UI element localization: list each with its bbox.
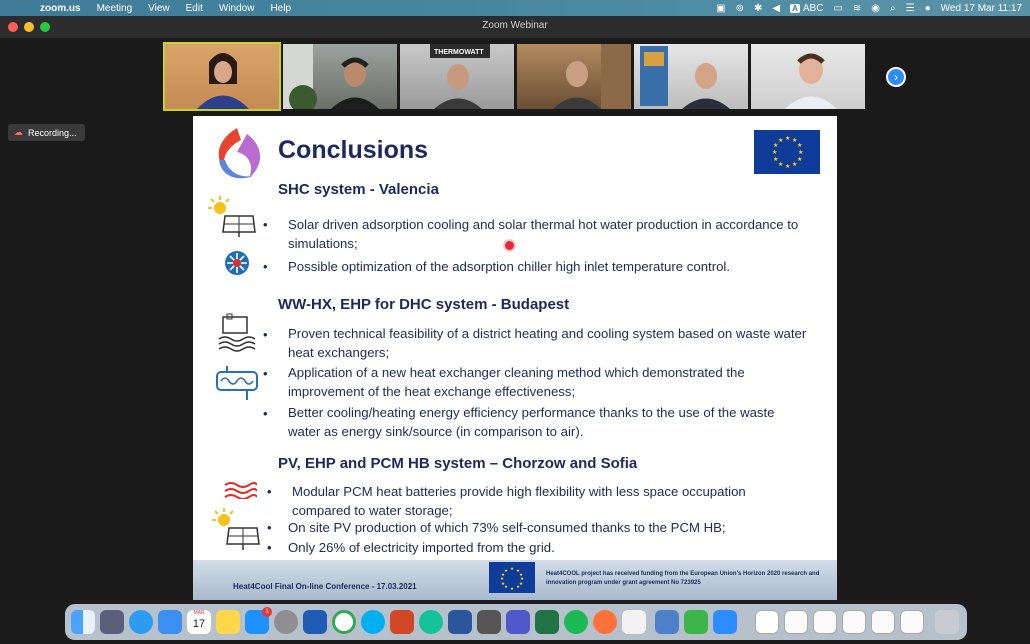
conference-label: Heat4Cool Final On-line Conference - 17.03.2021 (233, 582, 417, 591)
safari-icon[interactable] (129, 610, 153, 634)
cloud-record-icon: ☁ (14, 127, 23, 137)
slide-title: Conclusions (278, 136, 429, 164)
input-source-label: ABC (802, 2, 824, 14)
bullet-dot: • (263, 366, 268, 381)
eu-flag-icon (489, 562, 535, 593)
svg-text:★: ★ (797, 156, 803, 163)
input-source-icon: A (792, 3, 798, 13)
participant-video (751, 44, 865, 109)
heat4cool-logo-icon (207, 124, 267, 184)
menu-bar (0, 0, 1030, 16)
solar-panel-icon (211, 508, 261, 552)
cooling-snowflake-icon (223, 249, 251, 277)
bullet-text: Application of a new heat exchanger cleaning method which demonstrated the improvement of the heat exchange effectiveness; (288, 365, 745, 399)
svg-text:★: ★ (773, 142, 779, 149)
bullet-text: Only 26% of electricity imported from the grid. (288, 540, 555, 555)
document-thumbnail-icon[interactable] (842, 610, 866, 634)
svg-text:★: ★ (516, 569, 521, 574)
tile-logo-text: THERMOWATT (434, 49, 484, 56)
video-tile-1[interactable] (165, 44, 279, 109)
input-source[interactable] (790, 3, 823, 14)
svg-text:★: ★ (516, 585, 521, 590)
document-thumbnail-icon[interactable] (900, 610, 924, 634)
bullet-text: Modular PCM heat batteries provide high flexibility with less space occupation compared to water storage; (292, 484, 746, 518)
chrome-icon[interactable] (332, 610, 356, 634)
bullet-dot: • (263, 217, 268, 232)
bullet-text: Possible optimization of the adsorption chiller high inlet temperature control. (288, 259, 731, 274)
participant-video (517, 44, 631, 109)
notification-badge: 1 (262, 607, 272, 617)
bullet-dot: • (267, 484, 272, 499)
bullet-text: On site PV production of which 73% self-consumed thanks to the PCM HB; (288, 520, 726, 535)
system-preferences-icon[interactable] (274, 610, 298, 634)
heat-exchanger-icon (213, 364, 261, 404)
svg-text:★: ★ (510, 567, 515, 572)
dock (65, 604, 967, 640)
slide-footer (193, 560, 837, 600)
window-titlebar (0, 16, 1030, 39)
video-tile-4[interactable] (517, 44, 631, 109)
svg-text:★: ★ (519, 582, 524, 587)
section-heading-chorzow-sofia: PV, EHP and PCM HB system – Chorzow and Sofia (278, 455, 638, 472)
volume-icon[interactable]: ◀ (772, 2, 781, 14)
menu-window[interactable]: Window (218, 2, 255, 14)
wifi-icon[interactable]: ≋ (852, 2, 862, 14)
svg-text:★: ★ (500, 577, 505, 582)
document-thumbnail-icon[interactable] (755, 610, 779, 634)
spotify-icon[interactable] (564, 610, 588, 634)
video-tile-2[interactable] (283, 44, 397, 109)
bullet-dot: • (263, 406, 268, 421)
heat-wave-icon (223, 481, 257, 499)
powerpoint-icon[interactable] (390, 610, 414, 634)
recording-indicator[interactable] (8, 124, 85, 141)
svg-text:★: ★ (519, 573, 524, 578)
outlook-icon[interactable] (303, 610, 327, 634)
svg-text:★: ★ (792, 161, 798, 168)
notes-icon[interactable] (216, 610, 240, 634)
svg-text:★: ★ (778, 161, 784, 168)
numbers-icon[interactable] (684, 610, 708, 634)
textedit-icon[interactable] (622, 610, 646, 634)
control-center-icon[interactable]: ☰ (905, 2, 915, 14)
chevron-right-icon: › (894, 70, 898, 84)
clock[interactable]: Wed 17 Mar 11:17 (940, 2, 1022, 14)
participant-video (283, 44, 397, 109)
calendar-month: MAR (193, 610, 205, 616)
bullet-dot: • (267, 520, 272, 535)
svg-text:★: ★ (501, 582, 506, 587)
user-icon[interactable]: ◉ (871, 2, 881, 14)
grammarly-icon[interactable] (419, 610, 443, 634)
svg-text:★: ★ (792, 137, 798, 144)
svg-text:★: ★ (510, 587, 515, 592)
calendar-icon[interactable] (187, 610, 211, 634)
funding-notice: Heat4COOL project has received funding from the European Union's Horizon 2020 research and innovation program under grant agreement No 723925 (546, 571, 820, 586)
app-store-icon[interactable] (245, 610, 269, 634)
solar-panel-icon (207, 196, 257, 238)
bullet-text: Better cooling/heating energy efficiency performance thanks to the use of the waste water as energy sink/source (in comparison to air). (288, 405, 775, 439)
svg-text:★: ★ (778, 137, 784, 144)
recording-label: Recording... (28, 127, 77, 138)
finder-icon[interactable] (71, 610, 95, 634)
spotlight-search-icon[interactable]: ⌕ (890, 2, 896, 14)
zoom-icon[interactable] (713, 610, 737, 634)
zoom-status-icon[interactable]: ▣ (716, 2, 726, 14)
launchpad-icon[interactable] (100, 610, 124, 634)
creative-cloud-icon[interactable]: ⊚ (735, 2, 745, 14)
battery-icon[interactable]: ▭ (833, 2, 843, 14)
svg-text:★: ★ (798, 149, 804, 156)
section-heading-budapest: WW-HX, EHP for DHC system - Budapest (278, 296, 570, 313)
video-gallery (0, 38, 1030, 116)
video-tile-5[interactable] (634, 44, 748, 109)
section-heading-valencia: SHC system - Valencia (278, 181, 439, 198)
svg-text:★: ★ (785, 163, 791, 170)
bullet-dot: • (267, 540, 272, 555)
svg-text:★: ★ (797, 142, 803, 149)
calendar-day: 17 (192, 618, 206, 630)
bullet-dot: • (263, 259, 268, 274)
bluetooth-icon[interactable]: ✱ (754, 2, 763, 14)
bullet-text: Proven technical feasibility of a district heating and cooling system based on waste water heat exchangers; (288, 326, 807, 360)
skype-icon[interactable] (361, 610, 385, 634)
firefox-icon[interactable] (593, 610, 617, 634)
excel-icon[interactable] (535, 610, 559, 634)
bullet-dot: • (263, 327, 268, 342)
preview-icon[interactable] (655, 610, 679, 634)
shared-slide (193, 116, 837, 600)
svg-text:★: ★ (772, 149, 778, 156)
video-tile-6[interactable] (751, 44, 865, 109)
participant-video (400, 44, 514, 109)
menu-meeting[interactable]: Meeting (96, 2, 133, 14)
next-page-button[interactable] (886, 67, 906, 87)
menu-help[interactable]: Help (270, 2, 292, 14)
svg-text:★: ★ (773, 156, 779, 163)
svg-text:★: ★ (501, 573, 506, 578)
document-thumbnail-icon[interactable] (813, 610, 837, 634)
svg-text:★: ★ (785, 135, 791, 142)
water-treatment-icon (217, 313, 259, 353)
participant-video (634, 44, 748, 109)
window-title: Zoom Webinar (482, 20, 548, 31)
laser-pointer (505, 241, 514, 250)
app-menu[interactable]: zoom.us (40, 2, 81, 14)
calculator-icon[interactable] (477, 610, 501, 634)
bullet-text: Solar driven adsorption cooling and solar thermal hot water production in accordance to simulations; (288, 217, 799, 251)
teams-icon[interactable] (506, 610, 530, 634)
svg-text:★: ★ (504, 569, 509, 574)
menu-view[interactable]: View (148, 2, 170, 14)
trash-icon[interactable] (935, 610, 959, 634)
siri-icon[interactable]: ● (924, 2, 931, 14)
document-thumbnail-icon[interactable] (871, 610, 895, 634)
mail-icon[interactable] (158, 610, 182, 634)
eu-flag-icon (754, 130, 820, 174)
svg-text:★: ★ (520, 577, 525, 582)
word-icon[interactable] (448, 610, 472, 634)
video-tile-3[interactable] (400, 44, 514, 109)
document-thumbnail-icon[interactable] (784, 610, 808, 634)
svg-text:★: ★ (504, 585, 509, 590)
participant-video (165, 44, 279, 109)
menu-edit[interactable]: Edit (185, 2, 203, 14)
